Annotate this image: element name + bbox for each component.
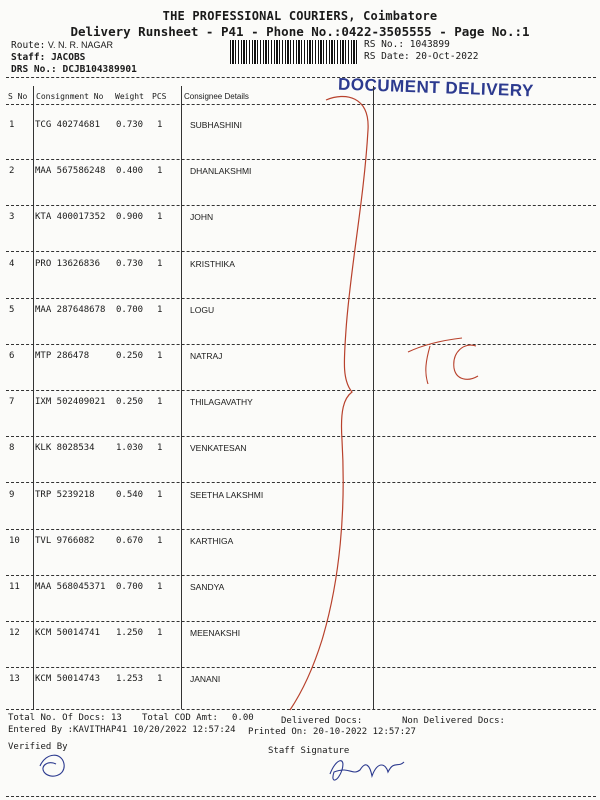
row-sno: 3 — [9, 212, 15, 222]
table-row — [0, 305, 600, 319]
col-consignee: Consignee Details — [184, 92, 249, 101]
staff-signature-label: Staff Signature — [268, 746, 350, 756]
col-sno: S No — [8, 92, 28, 101]
table-row — [0, 490, 600, 504]
bottom-divider — [6, 796, 596, 797]
row-divider — [6, 251, 596, 252]
row-pcs: 1 — [157, 166, 163, 176]
table-row — [0, 212, 600, 226]
row-pcs: 1 — [157, 582, 163, 592]
drs-value: DCJB104389901 — [62, 64, 137, 75]
row-pcs: 1 — [157, 259, 163, 269]
row-consignment: MTP 286478 — [35, 351, 90, 361]
drs-label: DRS No.: — [11, 64, 57, 75]
row-consignee: VENKATESAN — [190, 443, 247, 453]
row-sno: 6 — [9, 351, 15, 361]
row-pcs: 1 — [157, 536, 163, 546]
row-consignment: MAA 567586248 — [35, 166, 106, 176]
row-pcs: 1 — [157, 120, 163, 130]
barcode — [230, 40, 358, 64]
route-line — [11, 40, 113, 51]
table-row — [0, 166, 600, 180]
row-sno: 7 — [9, 397, 15, 407]
row-weight: 0.250 — [116, 351, 144, 361]
col-weight: Weight — [115, 92, 144, 101]
column-header-divider — [6, 104, 596, 105]
row-consignee: DHANLAKSHMI — [190, 166, 252, 176]
row-consignment: PRO 13626836 — [35, 259, 101, 269]
row-consignment: KTA 400017352 — [35, 212, 106, 222]
footer-divider — [6, 709, 596, 710]
row-sno: 11 — [9, 582, 20, 592]
row-pcs: 1 — [157, 674, 163, 684]
table-row — [0, 582, 600, 596]
row-consignment: TRP 5239218 — [35, 490, 95, 500]
row-divider — [6, 205, 596, 206]
row-divider — [6, 436, 596, 437]
delivered-docs: Delivered Docs: — [281, 716, 363, 726]
table-row — [0, 536, 600, 550]
document-delivery-stamp: DOCUMENT DELIVERY — [337, 74, 535, 101]
row-consignee: SEETHA LAKSHMI — [190, 490, 264, 500]
table-row — [0, 120, 600, 134]
row-weight: 0.730 — [116, 120, 144, 130]
row-divider — [6, 159, 596, 160]
row-consignment: MAA 287648678 — [35, 305, 106, 315]
verified-signature — [40, 755, 64, 776]
runsheet-title: Delivery Runsheet - P41 - Phone No.:0422-3505555 - Page No.:1 — [70, 24, 530, 39]
rs-date-value: 20-Oct-2022 — [415, 51, 479, 62]
row-divider — [6, 529, 596, 530]
row-weight: 0.540 — [116, 490, 144, 500]
row-consignee: JOHN — [190, 212, 214, 222]
entered-by: Entered By :KAVITHAP41 10/20/2022 12:57:24 — [8, 725, 236, 735]
row-divider — [6, 298, 596, 299]
row-consignment: KLK 8028534 — [35, 443, 95, 453]
staff-value: JACOBS — [51, 52, 86, 63]
table-row — [0, 397, 600, 411]
table-row — [0, 351, 600, 365]
row-consignment: MAA 568045371 — [35, 582, 106, 592]
row-divider — [6, 482, 596, 483]
header-divider — [6, 77, 596, 78]
row-sno: 9 — [9, 490, 15, 500]
row-consignee: JANANI — [190, 674, 221, 684]
rs-no-line — [364, 39, 450, 50]
row-sno: 1 — [9, 120, 15, 130]
row-sno: 8 — [9, 443, 15, 453]
col-pcs: PCS — [152, 92, 167, 101]
row-pcs: 1 — [157, 628, 163, 638]
row-sno: 12 — [9, 628, 20, 638]
staff-label: Staff: — [11, 52, 46, 63]
route-label: Route: — [11, 40, 46, 51]
col-consignment: Consignment No — [36, 92, 104, 101]
row-consignee: SUBHASHINI — [190, 120, 242, 130]
row-consignment: KCM 50014741 — [35, 628, 101, 638]
row-pcs: 1 — [157, 397, 163, 407]
row-pcs: 1 — [157, 305, 163, 315]
row-pcs: 1 — [157, 443, 163, 453]
rs-no-value: 1043899 — [409, 39, 450, 50]
row-consignee: LOGU — [190, 305, 215, 315]
row-weight: 0.250 — [116, 397, 144, 407]
row-consignee: KRISTHIKA — [190, 259, 235, 269]
rs-date-line — [364, 51, 478, 62]
row-consignment: TVL 9766082 — [35, 536, 95, 546]
staff-line — [11, 52, 85, 63]
row-weight: 1.253 — [116, 674, 144, 684]
row-consignment: TCG 40274681 — [35, 120, 101, 130]
route-value: V. N. R. NAGAR — [47, 40, 114, 50]
company-title: THE PROFESSIONAL COURIERS, Coimbatore — [162, 9, 438, 23]
row-sno: 4 — [9, 259, 15, 269]
staff-signature — [330, 761, 404, 780]
row-weight: 0.670 — [116, 536, 144, 546]
printed-on: Printed On: 20-10-2022 12:57:27 — [248, 727, 416, 737]
row-consignee: NATRAJ — [190, 351, 223, 361]
row-divider — [6, 621, 596, 622]
row-divider — [6, 667, 596, 668]
row-consignee: MEENAKSHI — [190, 628, 241, 638]
row-sno: 13 — [9, 674, 20, 684]
total-cod-label: Total COD Amt: — [142, 713, 218, 723]
row-divider — [6, 390, 596, 391]
total-docs: Total No. Of Docs: 13 — [8, 713, 122, 723]
drs-line — [11, 64, 137, 75]
row-pcs: 1 — [157, 212, 163, 222]
table-row — [0, 674, 600, 688]
row-weight: 1.250 — [116, 628, 144, 638]
rs-no-label: RS No.: — [364, 39, 405, 50]
row-weight: 0.700 — [116, 305, 144, 315]
row-consignment: KCM 50014743 — [35, 674, 101, 684]
row-divider — [6, 575, 596, 576]
verified-by: Verified By — [8, 742, 68, 752]
row-consignee: THILAGAVATHY — [190, 397, 253, 407]
table-row — [0, 628, 600, 642]
row-divider — [6, 344, 596, 345]
rs-date-label: RS Date: — [364, 51, 410, 62]
table-row — [0, 259, 600, 273]
row-sno: 2 — [9, 166, 15, 176]
row-sno: 10 — [9, 536, 20, 546]
row-consignee: KARTHIGA — [190, 536, 234, 546]
row-weight: 0.900 — [116, 212, 144, 222]
row-weight: 0.730 — [116, 259, 144, 269]
table-row — [0, 443, 600, 457]
row-pcs: 1 — [157, 351, 163, 361]
row-pcs: 1 — [157, 490, 163, 500]
row-weight: 1.030 — [116, 443, 144, 453]
row-consignment: IXM 502409021 — [35, 397, 106, 407]
total-cod-value: 0.00 — [232, 713, 254, 723]
row-sno: 5 — [9, 305, 15, 315]
row-consignee: SANDYA — [190, 582, 225, 592]
row-weight: 0.700 — [116, 582, 144, 592]
non-delivered-docs: Non Delivered Docs: — [402, 716, 505, 726]
row-weight: 0.400 — [116, 166, 144, 176]
